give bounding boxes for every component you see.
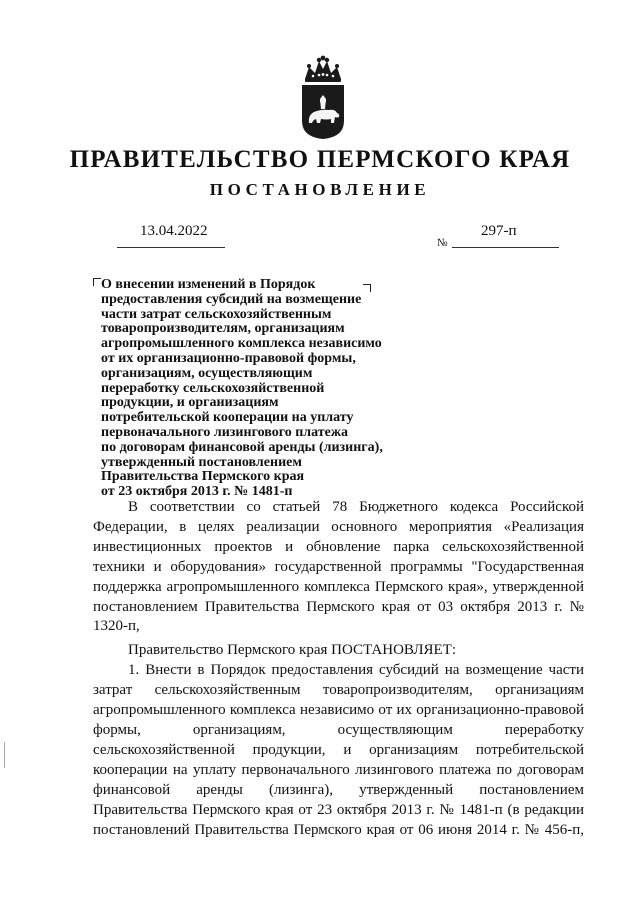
- scan-margin-mark: [4, 742, 5, 768]
- subject-line: переработку сельскохозяйственной: [101, 380, 325, 396]
- subject-line: товаропроизводителям, организациям: [101, 321, 345, 337]
- document-body: [93, 498, 584, 840]
- subject-line: продукции, и организациям: [101, 395, 279, 411]
- subject-line: О внесении изменений в Порядок: [101, 277, 316, 292]
- number-underline: [452, 247, 559, 248]
- subject-line: предоставления субсидий на возмещение: [101, 291, 362, 307]
- body-paragraph-resolution: Правительство Пермского края ПОСТАНОВЛЯЕТ:: [128, 642, 457, 659]
- subject-line: организациям, осуществляющим: [101, 365, 313, 381]
- subject-line: от 23 октября 2013 г. № 1481-п: [101, 484, 293, 500]
- document-subject: [101, 278, 421, 500]
- subject-line: первоначального лизингового платежа: [101, 424, 349, 440]
- subject-line: по договорам финансовой аренды (лизинга),: [101, 439, 383, 455]
- date-underline: [117, 247, 225, 248]
- body-paragraph-legal-basis: В соответствии со статьей 78 Бюджетного кодекса Российской Федерации, в целях реализации основного мероприятия «Реализация инвестиционных проектов и обновление парка сельскохозяйственной техники и оборудования» государственной программы "Государственная поддержка агропромышленного комплекса Пермского края», утвержденной постановлением Правительства Пермского края от 03 октября 2013 г. № 1320-п,: [93, 499, 584, 635]
- document-number: 297-п: [481, 223, 517, 239]
- body-paragraph-item-1: 1. Внести в Порядок предоставления субсидий на возмещение части затрат сельскохозяйственным товаропроизводителям, организациям агропромышленного комплекса независимо от их организационно-правовой формы, организациям, осуществляющим переработку сельскохозяйственной продукции, и организациям потребительской кооперации на уплату первоначального лизингового платежа по договорам финансовой аренды (лизинга), утвержденный постановлением Правительства Пермского края от 23 октября 2013 г. № 1481-п (в редакции постановлений Правительства Пермского края от 06 июня 2014 г. № 456-п,: [93, 662, 584, 838]
- document-date: 13.04.2022: [140, 223, 208, 239]
- subject-line: потребительской кооперации на уплату: [101, 410, 354, 426]
- document-type-title: ПОСТАНОВЛЕНИЕ: [209, 180, 431, 199]
- subject-line: утвержденный постановлением: [101, 454, 302, 470]
- subject-line: агропромышленного комплекса независимо: [101, 336, 382, 352]
- subject-line: Правительства Пермского края: [101, 469, 305, 485]
- perm-krai-coat-of-arms-icon: [299, 55, 347, 140]
- subject-bracket-left: [93, 278, 101, 286]
- subject-line: части затрат сельскохозяйственным: [101, 306, 332, 322]
- government-title: ПРАВИТЕЛЬСТВО ПЕРМСКОГО КРАЯ: [69, 146, 571, 173]
- subject-line: от их организационно-правовой формы,: [101, 350, 356, 366]
- number-sign: №: [437, 237, 448, 249]
